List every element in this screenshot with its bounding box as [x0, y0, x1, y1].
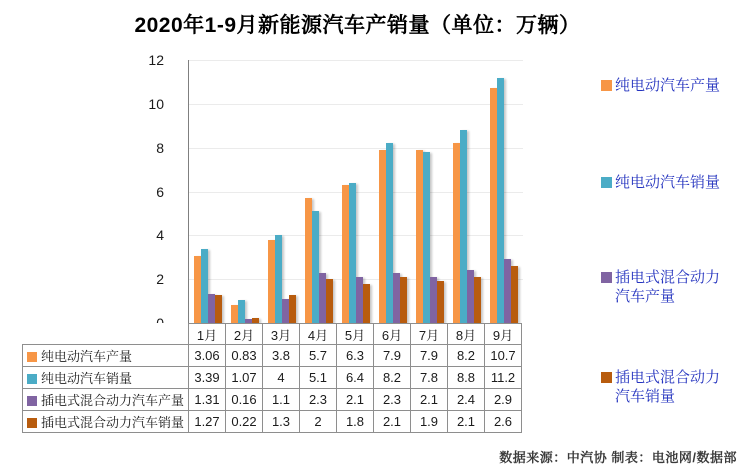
value-cell: 0.83 — [226, 345, 263, 367]
table-row — [23, 345, 522, 367]
bar-series3-7月 — [430, 277, 437, 323]
grid-line — [189, 192, 523, 193]
value-cell: 2.1 — [411, 389, 448, 411]
series-label: 纯电动汽车销量 — [41, 371, 133, 386]
value-cell: 5.1 — [300, 367, 337, 389]
month-header-cell: 8月 — [448, 324, 485, 345]
bar-series1-1月 — [194, 256, 201, 323]
value-cell: 8.2 — [448, 345, 485, 367]
plot-area — [188, 60, 523, 323]
bar-series2-5月 — [349, 183, 356, 323]
value-cell: 6.3 — [337, 345, 374, 367]
value-cell: 1.27 — [189, 411, 226, 433]
bar-series1-9月 — [490, 88, 497, 323]
value-cell: 2.3 — [374, 389, 411, 411]
series-key-icon — [27, 374, 37, 384]
value-cell: 1.3 — [263, 411, 300, 433]
value-cell: 0.22 — [226, 411, 263, 433]
bar-series1-2月 — [231, 305, 238, 323]
month-header-cell: 2月 — [226, 324, 263, 345]
month-header-cell: 3月 — [263, 324, 300, 345]
bar-series1-7月 — [416, 150, 423, 323]
bar-series4-1月 — [215, 295, 222, 323]
bar-series2-9月 — [497, 78, 504, 323]
y-tick-label: 12 — [148, 52, 164, 68]
series-label-cell — [23, 389, 189, 411]
bar-series3-3月 — [282, 299, 289, 323]
bar-series1-8月 — [453, 143, 460, 323]
legend-item — [601, 173, 723, 192]
value-cell: 6.4 — [337, 367, 374, 389]
bar-series3-4月 — [319, 273, 326, 323]
value-cell: 1.31 — [189, 389, 226, 411]
legend-color-icon — [601, 177, 612, 188]
bar-series4-7月 — [437, 281, 444, 323]
bar-series4-5月 — [363, 284, 370, 323]
value-cell: 2.1 — [374, 411, 411, 433]
value-cell: 0.16 — [226, 389, 263, 411]
legend-color-icon — [601, 372, 612, 383]
month-header-cell: 9月 — [485, 324, 522, 345]
bar-series4-9月 — [511, 266, 518, 323]
bar-series2-7月 — [423, 152, 430, 323]
grid-line — [189, 104, 523, 105]
series-label: 插电式混合动力汽车销量 — [41, 415, 185, 430]
value-cell: 2.9 — [485, 389, 522, 411]
value-cell: 2.4 — [448, 389, 485, 411]
chart-title: 2020年1-9月新能源汽车产销量（单位：万辆） — [134, 14, 581, 37]
y-tick-label: 4 — [156, 227, 164, 243]
series-key-icon — [27, 352, 37, 362]
legend-item — [601, 268, 723, 306]
value-cell: 7.9 — [374, 345, 411, 367]
series-label-cell — [23, 367, 189, 389]
grid-line — [189, 148, 523, 149]
value-cell: 10.7 — [485, 345, 522, 367]
bar-series3-1月 — [208, 294, 215, 323]
value-cell: 3.8 — [263, 345, 300, 367]
value-cell: 1.8 — [337, 411, 374, 433]
bar-series1-6月 — [379, 150, 386, 323]
month-header-cell: 5月 — [337, 324, 374, 345]
bar-series2-6月 — [386, 143, 393, 323]
legend-item-label: 插电式混合动力汽车销量 — [615, 369, 721, 405]
grid-line — [189, 60, 523, 61]
series-label-cell — [23, 411, 189, 433]
series-label-cell — [23, 345, 189, 367]
value-cell: 8.2 — [374, 367, 411, 389]
legend-item-label: 纯电动汽车销量 — [615, 174, 721, 191]
value-cell: 2.1 — [337, 389, 374, 411]
table-corner-spacer — [23, 324, 189, 345]
legend-item-label: 插电式混合动力汽车产量 — [615, 269, 721, 305]
value-cell: 3.06 — [189, 345, 226, 367]
bar-series3-5月 — [356, 277, 363, 323]
value-cell: 4 — [263, 367, 300, 389]
bar-series3-6月 — [393, 273, 400, 323]
table-row — [23, 389, 522, 411]
legend-item-label: 纯电动汽车产量 — [615, 77, 721, 94]
y-axis — [130, 52, 176, 323]
value-cell: 11.2 — [485, 367, 522, 389]
bar-series2-1月 — [201, 249, 208, 323]
bar-series4-3月 — [289, 295, 296, 323]
bar-series1-5月 — [342, 185, 349, 323]
bar-series2-3月 — [275, 235, 282, 323]
value-cell: 2 — [300, 411, 337, 433]
month-header-cell: 7月 — [411, 324, 448, 345]
series-key-icon — [27, 418, 37, 428]
bar-series1-3月 — [268, 240, 275, 323]
month-header-cell: 1月 — [189, 324, 226, 345]
value-cell: 1.9 — [411, 411, 448, 433]
table-row — [23, 367, 522, 389]
footer-credit: 数据来源：中汽协 制表：电池网/数据部 — [499, 450, 737, 465]
series-label: 插电式混合动力汽车产量 — [41, 393, 185, 408]
value-cell: 2.1 — [448, 411, 485, 433]
value-cell: 1.07 — [226, 367, 263, 389]
value-cell: 7.8 — [411, 367, 448, 389]
bar-series4-8月 — [474, 277, 481, 323]
value-cell: 5.7 — [300, 345, 337, 367]
value-cell: 7.9 — [411, 345, 448, 367]
bar-series3-8月 — [467, 270, 474, 323]
legend-item — [601, 368, 723, 406]
y-tick-label: 2 — [156, 271, 164, 287]
legend — [601, 0, 739, 471]
month-header-cell: 6月 — [374, 324, 411, 345]
bar-series2-4月 — [312, 211, 319, 323]
bar-series3-9月 — [504, 259, 511, 323]
value-cell: 1.1 — [263, 389, 300, 411]
value-cell: 3.39 — [189, 367, 226, 389]
month-header-cell: 4月 — [300, 324, 337, 345]
bar-series4-6月 — [400, 277, 407, 323]
bar-series2-8月 — [460, 130, 467, 323]
legend-item — [601, 76, 723, 95]
legend-color-icon — [601, 80, 612, 91]
legend-color-icon — [601, 272, 612, 283]
y-tick-label: 10 — [148, 96, 164, 112]
data-table — [22, 323, 522, 433]
value-cell: 2.6 — [485, 411, 522, 433]
y-tick-label: 6 — [156, 184, 164, 200]
series-key-icon — [27, 396, 37, 406]
value-cell: 2.3 — [300, 389, 337, 411]
y-tick-label: 8 — [156, 140, 164, 156]
bar-series4-4月 — [326, 279, 333, 323]
bar-series1-4月 — [305, 198, 312, 323]
series-label: 纯电动汽车产量 — [41, 349, 133, 364]
bar-series2-2月 — [238, 300, 245, 323]
table-row — [23, 411, 522, 433]
value-cell: 8.8 — [448, 367, 485, 389]
grid-line — [189, 235, 523, 236]
